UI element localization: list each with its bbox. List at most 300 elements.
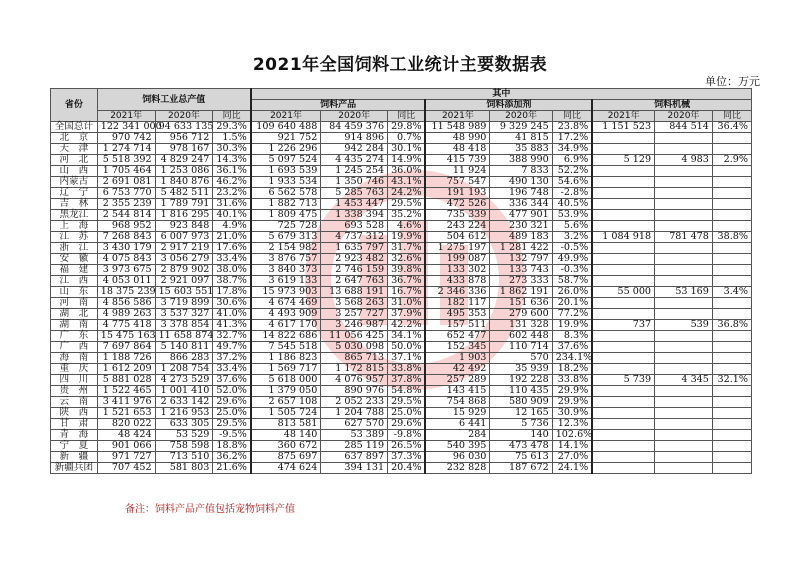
- cell-total-2020: 978 167: [155, 144, 213, 155]
- cell-machinery-2021: [592, 364, 654, 375]
- cell-additive-2020: 35 883: [490, 144, 552, 155]
- cell-feed-yoy: 43.1%: [388, 177, 426, 188]
- cell-additive-2021: 42 492: [425, 364, 490, 375]
- cell-province: 湖 北: [51, 309, 98, 320]
- cell-province: 安 徽: [51, 254, 98, 265]
- cell-additive-2021: 243 224: [425, 221, 490, 232]
- cell-machinery-2021: [592, 298, 654, 309]
- cell-total-2021: 1 521 653: [97, 408, 155, 419]
- cell-machinery-yoy: 3.4%: [712, 287, 751, 298]
- header-feed-yoy: 同比: [388, 111, 426, 122]
- cell-additive-yoy: 234.1%: [552, 353, 592, 364]
- cell-additive-2020: 110 435: [490, 386, 552, 397]
- header-additive-yoy: 同比: [552, 111, 592, 122]
- cell-province: 广 东: [51, 331, 98, 342]
- cell-machinery-2021: [592, 210, 654, 221]
- cell-province: 山 西: [51, 166, 98, 177]
- cell-total-yoy: 31.6%: [213, 199, 251, 210]
- cell-machinery-yoy: [712, 364, 751, 375]
- cell-machinery-2020: [655, 309, 713, 320]
- cell-additive-2021: 199 087: [425, 254, 490, 265]
- cell-machinery-2021: [592, 199, 654, 210]
- cell-additive-2021: 152 345: [425, 342, 490, 353]
- cell-feed-2020: 1 453 447: [321, 199, 388, 210]
- cell-machinery-2020: [655, 331, 713, 342]
- cell-feed-2021: 3 619 133: [251, 276, 321, 287]
- cell-feed-2020: 2 052 233: [321, 397, 388, 408]
- table-row: [51, 265, 752, 276]
- table-row: [51, 243, 752, 254]
- cell-total-2020: 633 305: [155, 419, 213, 430]
- cell-total-2021: 15 475 163: [97, 331, 155, 342]
- cell-feed-yoy: 19.9%: [388, 232, 426, 243]
- cell-province: 吉 林: [51, 199, 98, 210]
- cell-additive-2020: 5 736: [490, 419, 552, 430]
- cell-machinery-2021: 1 151 523: [592, 122, 654, 133]
- cell-total-2021: 3 430 179: [97, 243, 155, 254]
- cell-total-yoy: -9.5%: [213, 430, 251, 441]
- cell-feed-yoy: 35.2%: [388, 210, 426, 221]
- cell-machinery-2021: 5 739: [592, 375, 654, 386]
- cell-additive-yoy: 49.9%: [552, 254, 592, 265]
- header-among: 其中: [251, 89, 752, 100]
- cell-feed-yoy: 20.4%: [388, 463, 426, 474]
- cell-additive-yoy: 8.3%: [552, 331, 592, 342]
- cell-feed-2021: 5 679 313: [251, 232, 321, 243]
- cell-additive-2020: 570: [490, 353, 552, 364]
- cell-total-yoy: 4.9%: [213, 221, 251, 232]
- cell-additive-yoy: 37.6%: [552, 342, 592, 353]
- header-feed-products: 饲料产品: [251, 100, 426, 111]
- table-row: [51, 232, 752, 243]
- cell-feed-yoy: 39.8%: [388, 265, 426, 276]
- cell-feed-yoy: 0.7%: [388, 133, 426, 144]
- cell-additive-2020: 151 636: [490, 298, 552, 309]
- cell-machinery-2020: [655, 243, 713, 254]
- cell-feed-2020: 84 459 376: [321, 122, 388, 133]
- cell-feed-2021: 2 154 982: [251, 243, 321, 254]
- cell-machinery-yoy: [712, 408, 751, 419]
- cell-machinery-yoy: [712, 342, 751, 353]
- cell-machinery-yoy: [712, 331, 751, 342]
- cell-total-yoy: 38.0%: [213, 265, 251, 276]
- cell-total-2021: 48 424: [97, 430, 155, 441]
- cell-machinery-2020: 4 345: [655, 375, 713, 386]
- cell-feed-yoy: -9.8%: [388, 430, 426, 441]
- cell-feed-2021: 813 581: [251, 419, 321, 430]
- cell-feed-yoy: 37.3%: [388, 452, 426, 463]
- table-row: [51, 122, 752, 133]
- cell-machinery-2020: [655, 353, 713, 364]
- cell-feed-2021: 109 640 488: [251, 122, 321, 133]
- cell-feed-2021: 5 618 000: [251, 375, 321, 386]
- cell-feed-2020: 285 119: [321, 441, 388, 452]
- cell-machinery-yoy: [712, 265, 751, 276]
- header-additive-2020: 2020年: [490, 111, 552, 122]
- cell-machinery-2020: [655, 463, 713, 474]
- cell-machinery-2021: [592, 243, 654, 254]
- cell-total-2020: 956 712: [155, 133, 213, 144]
- cell-province: 湖 南: [51, 320, 98, 331]
- cell-province: 新疆兵团: [51, 463, 98, 474]
- cell-total-2021: 968 952: [97, 221, 155, 232]
- table-row: [51, 397, 752, 408]
- cell-machinery-2021: [592, 441, 654, 452]
- data-table: [50, 88, 752, 474]
- cell-feed-yoy: 29.8%: [388, 122, 426, 133]
- cell-machinery-yoy: [712, 188, 751, 199]
- cell-total-2021: 4 989 263: [97, 309, 155, 320]
- cell-feed-2020: 693 528: [321, 221, 388, 232]
- header-total-2021: 2021年: [97, 111, 155, 122]
- cell-total-yoy: 33.4%: [213, 364, 251, 375]
- cell-feed-2021: 1 379 050: [251, 386, 321, 397]
- cell-total-2020: 923 848: [155, 221, 213, 232]
- header-total-yoy: 同比: [213, 111, 251, 122]
- cell-feed-2020: 637 897: [321, 452, 388, 463]
- cell-machinery-2020: [655, 254, 713, 265]
- cell-additive-2021: 1 903: [425, 353, 490, 364]
- cell-feed-2020: 5 030 098: [321, 342, 388, 353]
- cell-feed-yoy: 24.2%: [388, 188, 426, 199]
- cell-machinery-yoy: [712, 397, 751, 408]
- cell-total-2021: 971 727: [97, 452, 155, 463]
- cell-additive-2020: 75 613: [490, 452, 552, 463]
- cell-total-2020: 713 510: [155, 452, 213, 463]
- cell-total-2020: 5 482 511: [155, 188, 213, 199]
- cell-machinery-2021: [592, 276, 654, 287]
- cell-feed-2020: 2 647 763: [321, 276, 388, 287]
- table-row: [51, 452, 752, 463]
- cell-additive-yoy: 26.0%: [552, 287, 592, 298]
- cell-total-2021: 1 274 714: [97, 144, 155, 155]
- cell-province: 江 西: [51, 276, 98, 287]
- cell-additive-yoy: -0.3%: [552, 265, 592, 276]
- cell-total-yoy: 17.6%: [213, 243, 251, 254]
- cell-machinery-yoy: [712, 221, 751, 232]
- cell-total-2021: 3 973 675: [97, 265, 155, 276]
- cell-additive-yoy: 40.5%: [552, 199, 592, 210]
- cell-additive-yoy: 17.2%: [552, 133, 592, 144]
- cell-province: 内蒙古: [51, 177, 98, 188]
- cell-additive-yoy: 30.9%: [552, 408, 592, 419]
- cell-additive-2021: 48 990: [425, 133, 490, 144]
- cell-total-2021: 4 053 011: [97, 276, 155, 287]
- table-body: [51, 122, 752, 474]
- cell-machinery-2020: [655, 441, 713, 452]
- cell-feed-2021: 1 693 539: [251, 166, 321, 177]
- cell-additive-2020: 273 333: [490, 276, 552, 287]
- cell-machinery-yoy: [712, 276, 751, 287]
- cell-feed-2020: 914 896: [321, 133, 388, 144]
- cell-machinery-2021: [592, 452, 654, 463]
- cell-additive-2021: 415 739: [425, 155, 490, 166]
- table-row: [51, 144, 752, 155]
- cell-total-2020: 6 007 973: [155, 232, 213, 243]
- cell-machinery-2020: [655, 298, 713, 309]
- cell-machinery-yoy: [712, 441, 751, 452]
- cell-total-2021: 4 075 843: [97, 254, 155, 265]
- header-feed-2021: 2021年: [251, 111, 321, 122]
- cell-additive-yoy: 53.9%: [552, 210, 592, 221]
- cell-total-2021: 5 881 028: [97, 375, 155, 386]
- cell-additive-yoy: 6.9%: [552, 155, 592, 166]
- cell-machinery-2020: [655, 265, 713, 276]
- cell-feed-2021: 1 882 713: [251, 199, 321, 210]
- cell-total-yoy: 21.6%: [213, 463, 251, 474]
- cell-total-2021: 3 411 976: [97, 397, 155, 408]
- cell-feed-2020: 11 056 425: [321, 331, 388, 342]
- cell-total-yoy: 30.3%: [213, 144, 251, 155]
- cell-additive-2020: 336 344: [490, 199, 552, 210]
- cell-machinery-2021: [592, 408, 654, 419]
- cell-machinery-2020: 4 983: [655, 155, 713, 166]
- cell-machinery-2021: [592, 309, 654, 320]
- cell-total-2020: 11 658 874: [155, 331, 213, 342]
- cell-feed-2020: 1 338 394: [321, 210, 388, 221]
- cell-machinery-2020: [655, 166, 713, 177]
- cell-feed-2020: 3 257 727: [321, 309, 388, 320]
- cell-additive-2021: 495 353: [425, 309, 490, 320]
- cell-total-2020: 581 803: [155, 463, 213, 474]
- cell-machinery-2020: [655, 188, 713, 199]
- cell-machinery-2020: [655, 397, 713, 408]
- cell-province: 重 庆: [51, 364, 98, 375]
- cell-total-2020: 866 283: [155, 353, 213, 364]
- cell-additive-2021: 433 878: [425, 276, 490, 287]
- cell-additive-2020: 388 990: [490, 155, 552, 166]
- cell-machinery-2021: [592, 254, 654, 265]
- cell-total-2021: 18 375 239: [97, 287, 155, 298]
- cell-total-2020: 1 001 410: [155, 386, 213, 397]
- cell-additive-yoy: 54.6%: [552, 177, 592, 188]
- cell-feed-2020: 5 285 763: [321, 188, 388, 199]
- cell-feed-yoy: 54.8%: [388, 386, 426, 397]
- cell-additive-2020: 9 329 245: [490, 122, 552, 133]
- cell-machinery-2020: [655, 452, 713, 463]
- cell-additive-2021: 11 548 989: [425, 122, 490, 133]
- cell-additive-yoy: 12.3%: [552, 419, 592, 430]
- cell-machinery-2020: [655, 364, 713, 375]
- cell-additive-2021: 754 868: [425, 397, 490, 408]
- cell-feed-2021: 1 505 724: [251, 408, 321, 419]
- table-row: [51, 276, 752, 287]
- table-row: [51, 463, 752, 474]
- cell-additive-2020: 490 130: [490, 177, 552, 188]
- cell-feed-yoy: 29.5%: [388, 397, 426, 408]
- cell-additive-yoy: 19.9%: [552, 320, 592, 331]
- cell-additive-2021: 232 828: [425, 463, 490, 474]
- cell-feed-2020: 865 713: [321, 353, 388, 364]
- cell-additive-2021: 757 547: [425, 177, 490, 188]
- cell-additive-2021: 133 302: [425, 265, 490, 276]
- header-additive-2021: 2021年: [425, 111, 490, 122]
- table-row: [51, 408, 752, 419]
- cell-total-2021: 5 518 392: [97, 155, 155, 166]
- cell-feed-2021: 6 562 578: [251, 188, 321, 199]
- header-machinery-2020: 2020年: [655, 111, 713, 122]
- cell-additive-yoy: 29.9%: [552, 397, 592, 408]
- cell-additive-2020: 473 478: [490, 441, 552, 452]
- cell-additive-yoy: 29.9%: [552, 386, 592, 397]
- cell-province: 四 川: [51, 375, 98, 386]
- cell-additive-2021: 96 030: [425, 452, 490, 463]
- cell-additive-yoy: -0.5%: [552, 243, 592, 254]
- cell-feed-2020: 2 923 482: [321, 254, 388, 265]
- cell-total-2020: 15 603 551: [155, 287, 213, 298]
- cell-machinery-2020: [655, 386, 713, 397]
- cell-additive-2021: 284: [425, 430, 490, 441]
- cell-additive-yoy: 14.1%: [552, 441, 592, 452]
- cell-total-2021: 970 742: [97, 133, 155, 144]
- cell-total-2020: 1 789 791: [155, 199, 213, 210]
- cell-total-2021: 820 022: [97, 419, 155, 430]
- cell-total-2020: 1 216 953: [155, 408, 213, 419]
- cell-total-2021: 1 705 464: [97, 166, 155, 177]
- cell-additive-yoy: 3.2%: [552, 232, 592, 243]
- cell-total-2021: 4 775 418: [97, 320, 155, 331]
- cell-machinery-2021: [592, 419, 654, 430]
- cell-machinery-yoy: [712, 177, 751, 188]
- cell-feed-2021: 4 493 909: [251, 309, 321, 320]
- cell-total-yoy: 30.6%: [213, 298, 251, 309]
- cell-feed-yoy: 25.0%: [388, 408, 426, 419]
- cell-total-yoy: 1.5%: [213, 133, 251, 144]
- cell-machinery-2021: [592, 331, 654, 342]
- cell-machinery-yoy: [712, 243, 751, 254]
- cell-total-2020: 1 253 086: [155, 166, 213, 177]
- cell-additive-2020: 35 939: [490, 364, 552, 375]
- cell-machinery-yoy: 32.1%: [712, 375, 751, 386]
- cell-feed-2020: 1 635 797: [321, 243, 388, 254]
- cell-feed-yoy: 36.0%: [388, 166, 426, 177]
- cell-machinery-2021: [592, 188, 654, 199]
- cell-province: 辽 宁: [51, 188, 98, 199]
- table-row: [51, 331, 752, 342]
- cell-feed-2021: 474 624: [251, 463, 321, 474]
- table-row: [51, 210, 752, 221]
- cell-machinery-yoy: [712, 254, 751, 265]
- cell-additive-2020: 230 321: [490, 221, 552, 232]
- cell-machinery-2020: [655, 210, 713, 221]
- cell-total-2020: 3 378 854: [155, 320, 213, 331]
- cell-province: 青 海: [51, 430, 98, 441]
- cell-feed-2020: 4 076 957: [321, 375, 388, 386]
- table-row: [51, 353, 752, 364]
- cell-additive-yoy: -2.8%: [552, 188, 592, 199]
- cell-total-2020: 4 829 247: [155, 155, 213, 166]
- cell-machinery-yoy: [712, 133, 751, 144]
- cell-additive-yoy: 52.2%: [552, 166, 592, 177]
- cell-additive-yoy: 24.1%: [552, 463, 592, 474]
- cell-province: 上 海: [51, 221, 98, 232]
- cell-province: 全国总计: [51, 122, 98, 133]
- cell-total-yoy: 21.0%: [213, 232, 251, 243]
- cell-machinery-yoy: [712, 463, 751, 474]
- cell-feed-2020: 1 350 746: [321, 177, 388, 188]
- cell-additive-2021: 1 275 197: [425, 243, 490, 254]
- table-row: [51, 177, 752, 188]
- cell-additive-2020: 140: [490, 430, 552, 441]
- cell-feed-2021: 1 186 823: [251, 353, 321, 364]
- cell-machinery-2021: [592, 430, 654, 441]
- cell-feed-yoy: 42.2%: [388, 320, 426, 331]
- cell-machinery-yoy: [712, 144, 751, 155]
- cell-province: 宁 夏: [51, 441, 98, 452]
- cell-province: 黑龙江: [51, 210, 98, 221]
- cell-additive-2021: 735 339: [425, 210, 490, 221]
- cell-machinery-yoy: [712, 210, 751, 221]
- cell-total-yoy: 41.0%: [213, 309, 251, 320]
- cell-machinery-2021: [592, 221, 654, 232]
- cell-additive-2020: 133 743: [490, 265, 552, 276]
- cell-machinery-yoy: [712, 298, 751, 309]
- cell-feed-2021: 1 933 534: [251, 177, 321, 188]
- cell-additive-2021: 472 526: [425, 199, 490, 210]
- cell-feed-2021: 2 657 108: [251, 397, 321, 408]
- cell-additive-2020: 489 183: [490, 232, 552, 243]
- header-feed-2020: 2020年: [321, 111, 388, 122]
- cell-total-yoy: 41.3%: [213, 320, 251, 331]
- header-machinery-2021: 2021年: [592, 111, 654, 122]
- cell-total-yoy: 14.3%: [213, 155, 251, 166]
- cell-feed-yoy: 50.0%: [388, 342, 426, 353]
- cell-total-2021: 2 691 081: [97, 177, 155, 188]
- header-total-output: 饲料工业总产值: [97, 89, 251, 111]
- cell-machinery-2020: [655, 177, 713, 188]
- cell-machinery-2020: [655, 276, 713, 287]
- cell-machinery-2020: [655, 221, 713, 232]
- cell-feed-yoy: 30.1%: [388, 144, 426, 155]
- cell-total-yoy: 46.2%: [213, 177, 251, 188]
- cell-total-yoy: 25.0%: [213, 408, 251, 419]
- cell-additive-2021: 143 415: [425, 386, 490, 397]
- cell-machinery-2021: [592, 463, 654, 474]
- cell-additive-2020: 7 833: [490, 166, 552, 177]
- cell-additive-2021: 15 929: [425, 408, 490, 419]
- cell-additive-yoy: 27.0%: [552, 452, 592, 463]
- cell-total-2021: 901 066: [97, 441, 155, 452]
- cell-machinery-2020: [655, 133, 713, 144]
- cell-total-yoy: 17.8%: [213, 287, 251, 298]
- table-row: [51, 287, 752, 298]
- cell-feed-yoy: 36.7%: [388, 276, 426, 287]
- table-row: [51, 430, 752, 441]
- cell-total-2021: 2 544 814: [97, 210, 155, 221]
- cell-feed-yoy: 37.9%: [388, 309, 426, 320]
- cell-total-2021: 707 452: [97, 463, 155, 474]
- cell-total-yoy: 40.1%: [213, 210, 251, 221]
- cell-additive-2020: 477 901: [490, 210, 552, 221]
- cell-feed-yoy: 31.0%: [388, 298, 426, 309]
- header-total-2020: 2020年: [155, 111, 213, 122]
- header-feed-additives: 饲料添加剂: [425, 100, 592, 111]
- cell-feed-2020: 3 568 263: [321, 298, 388, 309]
- cell-machinery-yoy: [712, 309, 751, 320]
- cell-feed-2021: 15 973 903: [251, 287, 321, 298]
- cell-province: 浙 江: [51, 243, 98, 254]
- cell-additive-2020: 41 815: [490, 133, 552, 144]
- cell-additive-2021: 6 441: [425, 419, 490, 430]
- cell-machinery-2021: [592, 265, 654, 276]
- cell-additive-2021: 540 395: [425, 441, 490, 452]
- cell-total-2020: 5 140 811: [155, 342, 213, 353]
- footnote: 备注：饲料产品产值包括宠物饲料产值: [125, 504, 295, 515]
- cell-total-2020: 2 879 902: [155, 265, 213, 276]
- cell-total-2020: 1 816 295: [155, 210, 213, 221]
- cell-total-yoy: 33.4%: [213, 254, 251, 265]
- cell-machinery-2021: 737: [592, 320, 654, 331]
